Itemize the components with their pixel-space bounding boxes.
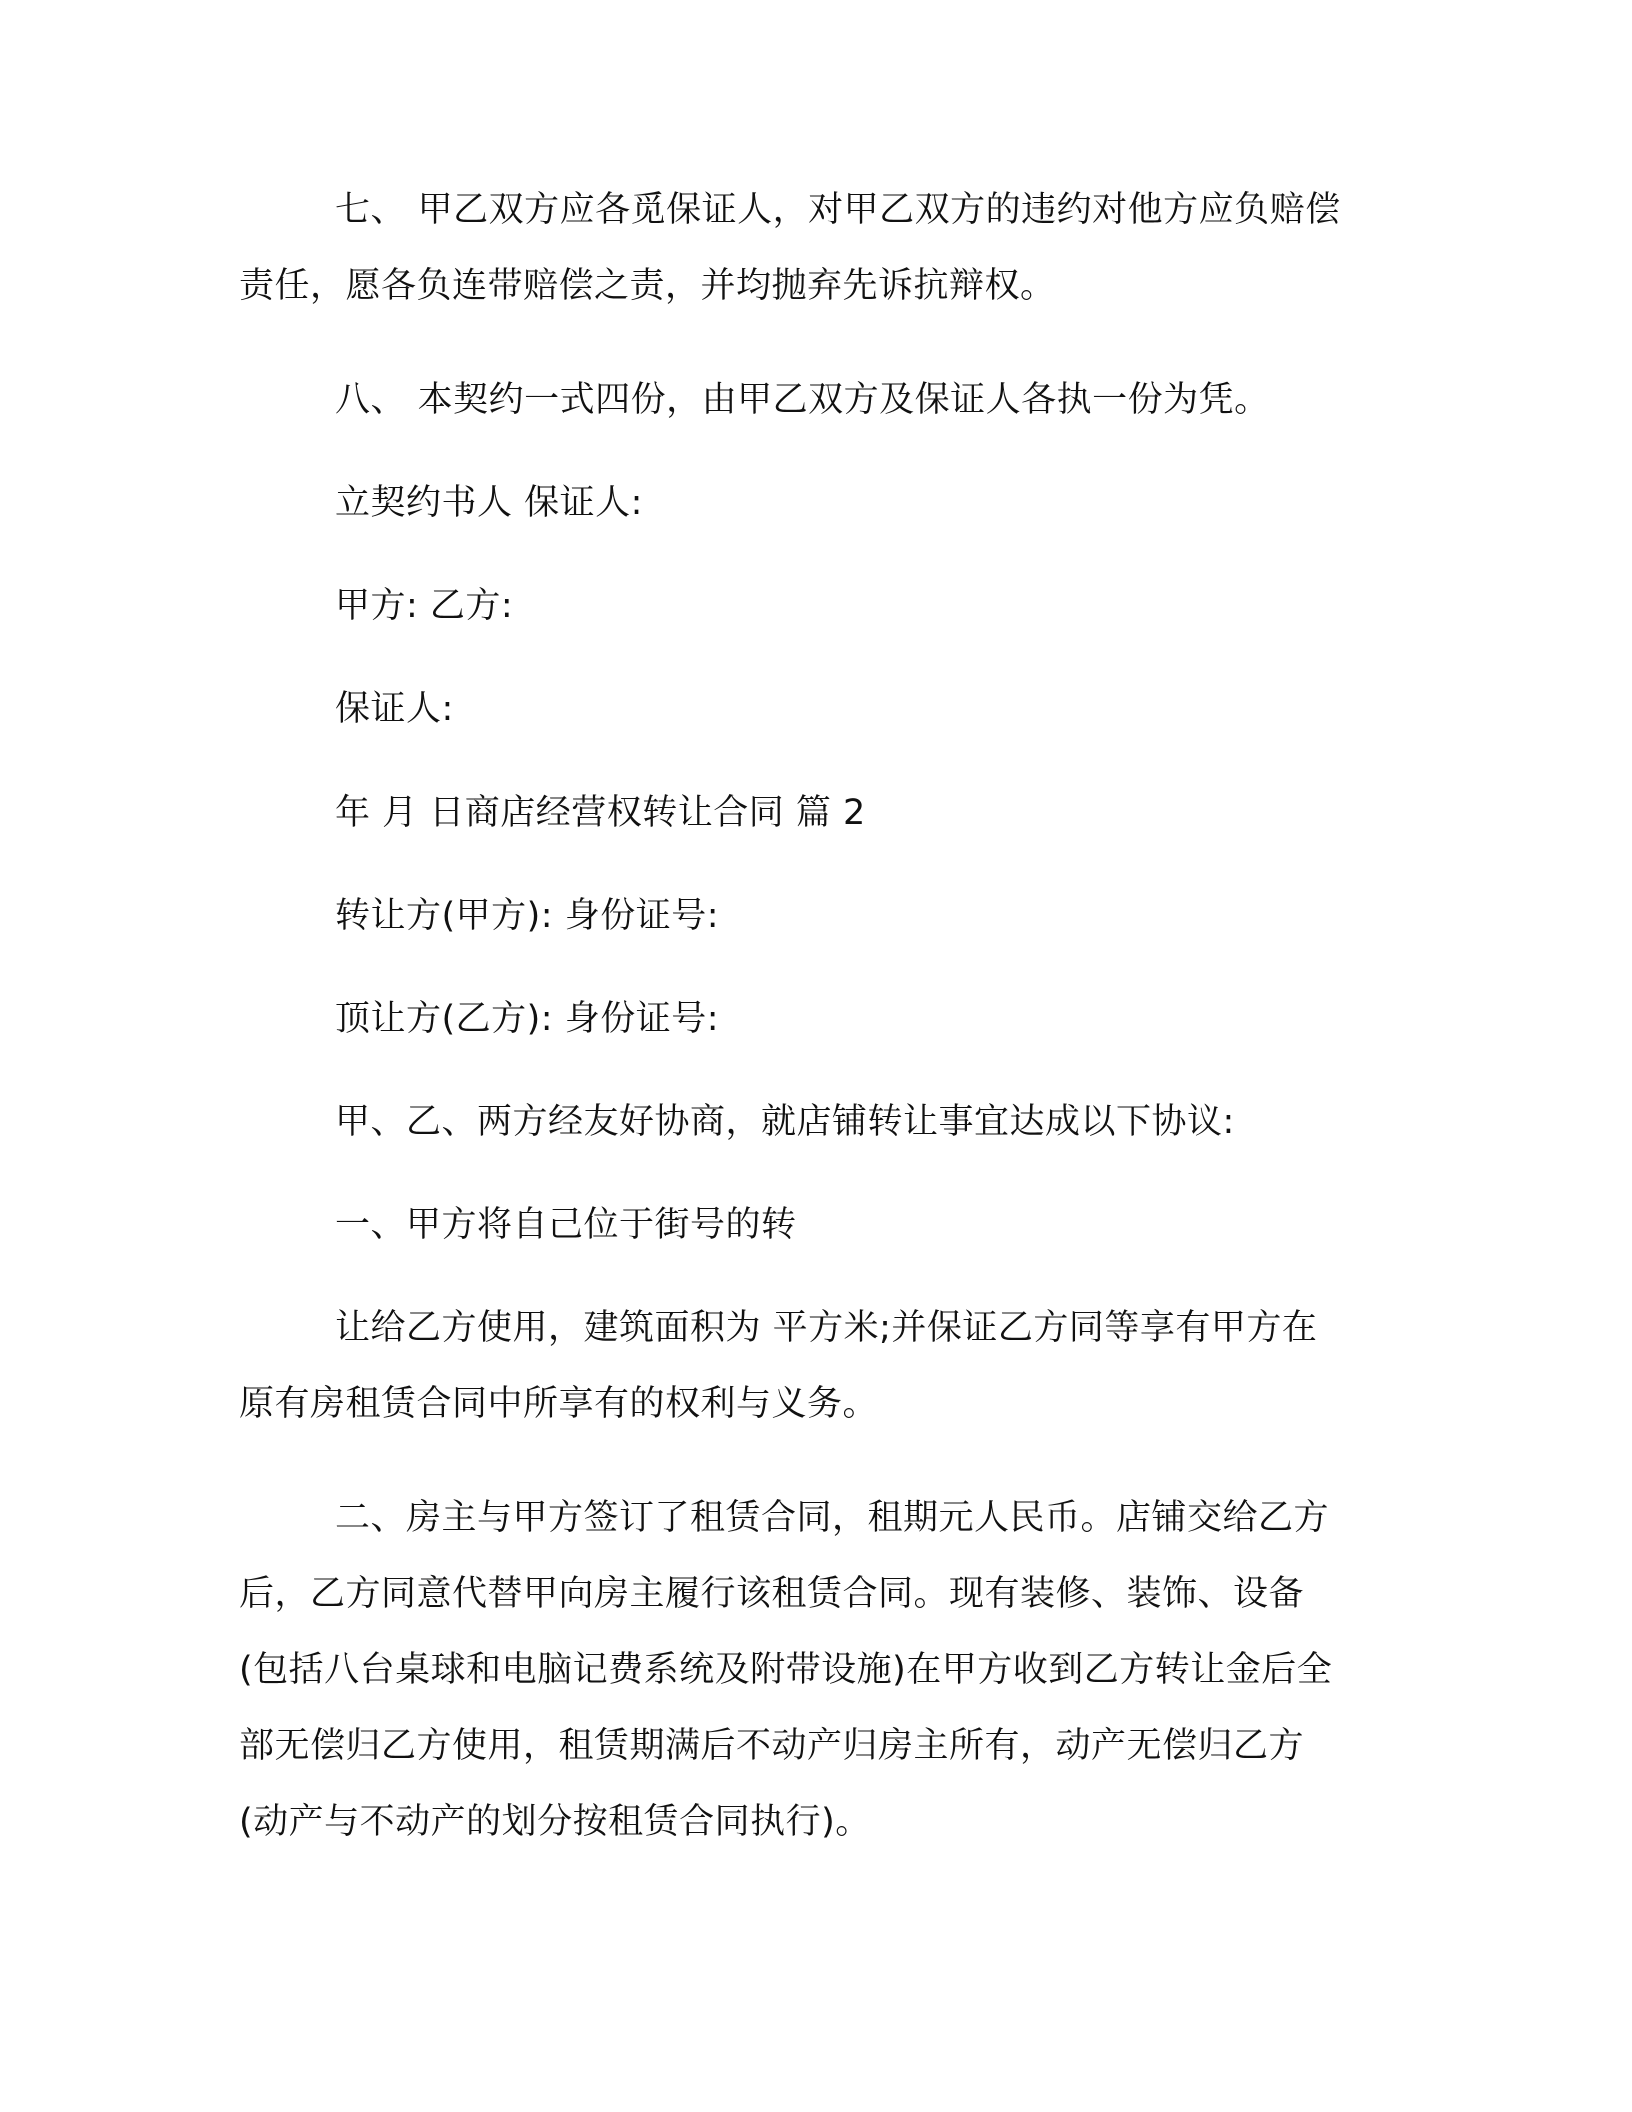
clause-7-line-1: 七、 甲乙双方应各觅保证人，对甲乙双方的违约对他方应负赔偿 <box>335 190 1341 230</box>
item-2-line-1: 二、房主与甲方签订了租赁合同，租期元人民币。店铺交给乙方 <box>335 1498 1330 1538</box>
clause-8: 八、 本契约一式四份，由甲乙双方及保证人各执一份为凭。 <box>335 380 1270 420</box>
item-2-line-3: (包括八台桌球和电脑记费系统及附带设施)在甲方收到乙方转让金后全 <box>239 1650 1333 1690</box>
item-2-line-4: 部无偿归乙方使用，租赁期满后不动产归房主所有，动产无偿归乙方 <box>239 1726 1305 1766</box>
clause-7-line-2: 责任，愿各负连带赔偿之责，并均抛弃先诉抗辩权。 <box>239 266 1056 306</box>
item-1-line-1: 一、甲方将自己位于街号的转 <box>335 1205 797 1245</box>
item-1-line-3: 原有房租赁合同中所享有的权利与义务。 <box>239 1384 879 1424</box>
item-2-line-2: 后，乙方同意代替甲向房主履行该租赁合同。现有装修、装饰、设备 <box>239 1574 1305 1614</box>
guarantor-line: 保证人: <box>335 689 454 729</box>
signatory-line: 立契约书人 保证人: <box>335 483 643 523</box>
item-1-line-2: 让给乙方使用，建筑面积为 平方米;并保证乙方同等享有甲方在 <box>335 1308 1318 1348</box>
party-a-b-line: 甲方: 乙方: <box>335 586 514 626</box>
agreement-intro: 甲、乙、两方经友好协商，就店铺转让事宜达成以下协议: <box>335 1102 1235 1142</box>
section-title-2: 年 月 日商店经营权转让合同 篇 2 <box>335 793 866 833</box>
transferor-line: 转让方(甲方): 身份证号: <box>335 896 720 936</box>
item-2-line-5: (动产与不动产的划分按租赁合同执行)。 <box>239 1802 871 1842</box>
transferee-line: 顶让方(乙方): 身份证号: <box>335 999 720 1039</box>
